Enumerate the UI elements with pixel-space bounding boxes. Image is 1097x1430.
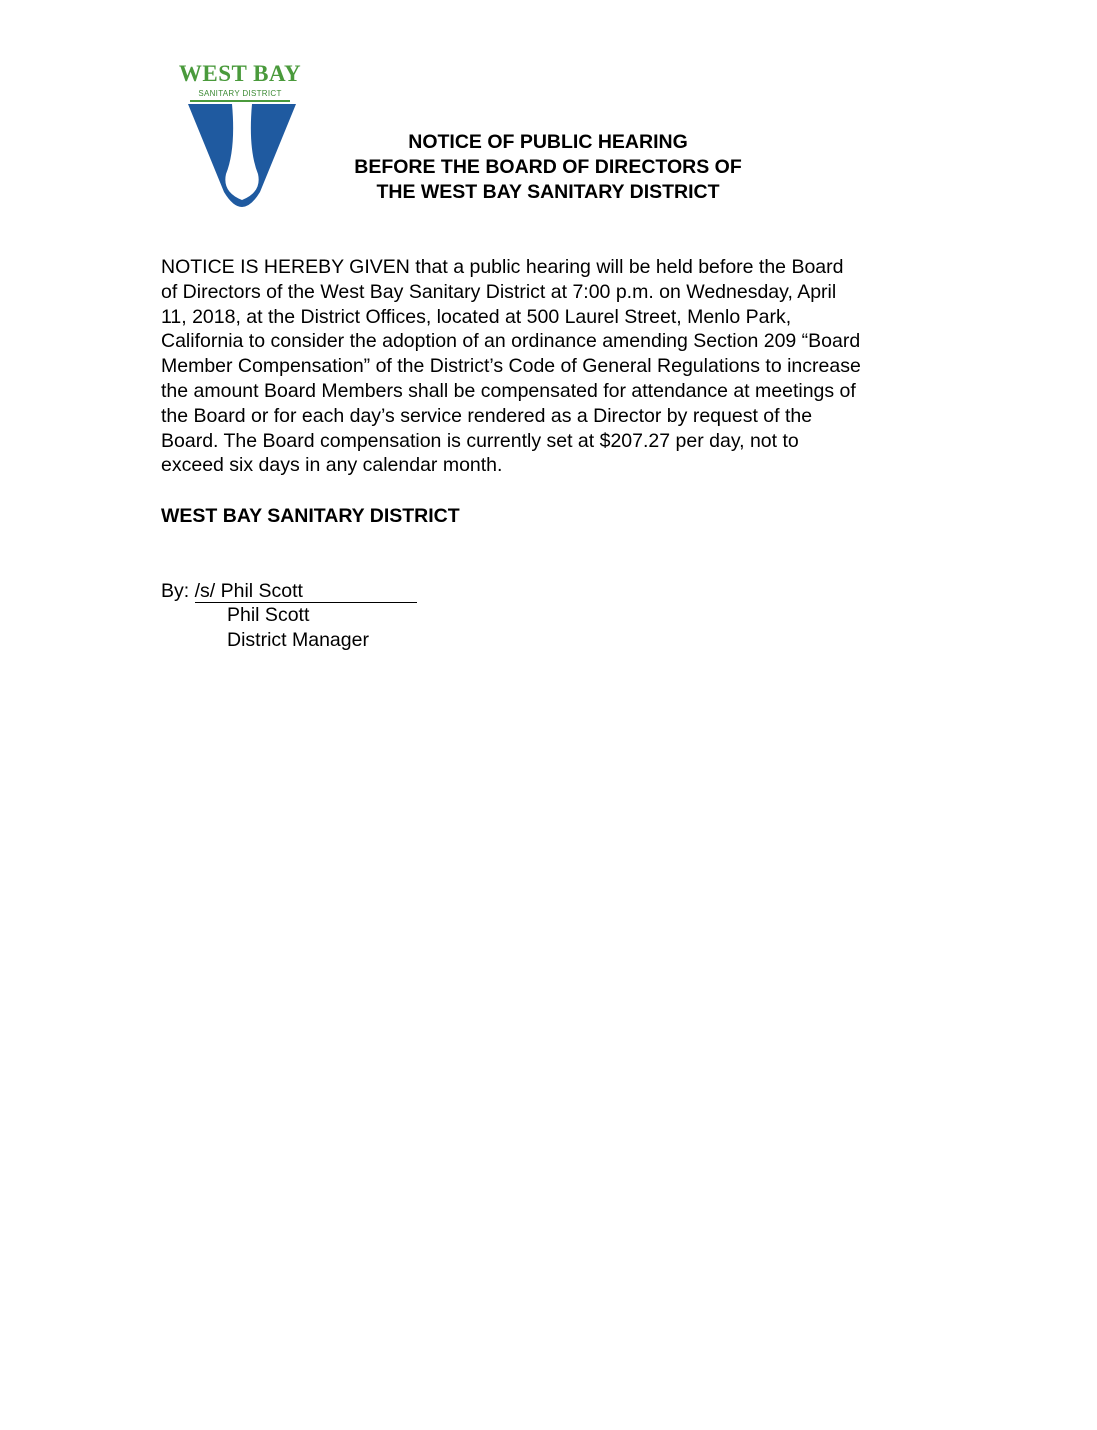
drop-logo-icon <box>188 104 296 212</box>
organization-name: WEST BAY SANITARY DISTRICT <box>161 505 460 527</box>
body-line: NOTICE IS HEREBY GIVEN that a public hearing will be held before the Board <box>161 256 844 278</box>
heading-line-2: BEFORE THE BOARD OF DIRECTORS OF <box>354 156 742 178</box>
district-logo <box>176 62 304 212</box>
notice-heading <box>300 130 796 205</box>
signature-line <box>161 579 417 603</box>
body-line: California to consider the adoption of an ordinance amending Section 209 “Board <box>161 330 861 353</box>
logo-name: WEST BAY <box>178 61 302 86</box>
signature-signed: /s/ Phil Scott <box>195 581 417 603</box>
body-line: 11, 2018, at the District Offices, located at 500 Laurel Street, Menlo Park, <box>161 305 792 328</box>
signer-title: District Manager <box>227 629 369 651</box>
body-line: the amount Board Members shall be compensated for attendance at meetings of <box>161 379 856 402</box>
body-line: the Board or for each day’s service rendered as a Director by request of the <box>161 404 813 427</box>
logo-subtitle: SANITARY DISTRICT <box>198 89 282 98</box>
signature-prefix: By: <box>161 580 195 602</box>
signer-name: Phil Scott <box>227 604 310 626</box>
heading-line-3: THE WEST BAY SANITARY DISTRICT <box>376 181 720 203</box>
body-line: of Directors of the West Bay Sanitary District at 7:00 p.m. on Wednesday, April <box>161 280 837 303</box>
heading-line-1: NOTICE OF PUBLIC HEARING <box>408 131 688 153</box>
body-line: Member Compensation” of the District’s Code of General Regulations to increase <box>161 355 861 378</box>
body-line: Board. The Board compensation is currently set at $207.27 per day, not to <box>161 429 799 452</box>
logo-divider <box>190 100 290 102</box>
notice-body <box>161 255 951 478</box>
body-line: exceed six days in any calendar month. <box>161 454 503 477</box>
